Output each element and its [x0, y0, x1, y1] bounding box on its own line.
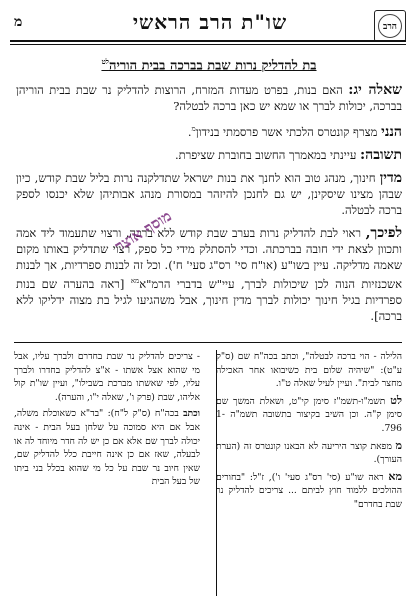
footnotes-right-column	[216, 350, 402, 515]
library-stamp: מוסף אוצר	[111, 206, 175, 256]
footnote-ref[interactable]: מ	[191, 125, 196, 134]
footnote-divider	[14, 342, 402, 343]
footnote-lead: וכתב	[183, 408, 200, 420]
footnote	[14, 407, 200, 489]
page-header	[14, 8, 406, 42]
paragraph-lead: הנני	[381, 124, 402, 141]
footnote-text: - צריכים להדליק נר שבת בחדרם ולברך עליו, אבל מי שהוא אצל אשתו - א"צ להדליק בחדרו ולברך עליו, לפי שאשתו מברכת בשבילו", ועיין שו"ת קול אליהו, שבת (פרק ו', שאלה י"ו, והערה).	[14, 351, 200, 403]
paragraph-text: ראוי לבת להדליק נרות בערב שבת קודש ללא ברכה, ורצוי שתעמוד ליד אמה ותכוון לצאת ידי חובה בברכתה. וכדי להסתלק מידי כל ספק, רצוי שתדליק באותו מקום שאמה מדליקה. עיין בשו"ע (או"ח סי' רס"ג סעי' ח'). וכל זה לבנות ספרדיות, אך לבנות אשכנזיות הנוה לכן שיכולות לברך, עיי"ש בדברי הרמ"א	[16, 226, 403, 291]
conclusion-paragraph	[16, 225, 402, 324]
question-paragraph	[16, 82, 402, 114]
logo-emblem: הרב	[378, 14, 402, 38]
paragraph-text: עיינתי במאמרך החשוב בחוברת שציפרת.	[174, 148, 360, 163]
page-number: מ	[14, 14, 23, 30]
footnote	[216, 394, 402, 436]
footnote	[216, 470, 402, 512]
paragraph-text: מצרף קונטרס הלכתי אשר פרסמתי בנידון	[195, 125, 382, 140]
paragraph-text: חינוך, מנהג טוב הוא לחנך את בנות ישראל שתדלקנה נרות בליל שבת קודש, כיון שבהן מצינו שיסקינן, יש גם לחנכן להיזהר במסורת מנהג אבותיהן שלא יכנסו לספק ברכה לבטלה.	[16, 171, 402, 218]
paragraph-tail: [ראה בהערה שם בנות ספרדיות בגיל חינוך יכולות לברך מדין חינוך, אבל משהגיעו לגיל בת מצוה ידליקו ללא ברכה].	[16, 276, 402, 323]
paragraph-text: האם בנות, בפרט מעדות המזרח, הרוצות להדליק נר שבת בבית הוריהן בברכה, יכולות לברך או שמא יש כאן ברכה לבטלה?	[16, 83, 402, 114]
column-separator	[216, 350, 217, 596]
footnote-mark: מ	[395, 438, 402, 452]
main-text	[16, 54, 402, 331]
footnote	[216, 350, 402, 391]
footnote	[216, 439, 402, 467]
running-title: שו"ת הרב הראשי	[132, 10, 288, 34]
footnote-mark: מא	[388, 469, 402, 483]
footnote-text: ראה שו"ע (סי' רס"ג סעי' ו'), ז"ל: "בחורים ההולכים ללמוד חוץ לביתם ... צריכים להדליק נר שבת בחדרם"	[216, 471, 402, 510]
footnote-text: הלילה - הוי ברכה לבטלה", וכתב בכה"ח שם (ס"ק ע"ט): "שיהיה שלום בית כשיבואו אחר האכילה מחצר לבית". ועיין לעיל שאלה ט"ו.	[216, 351, 402, 390]
paragraph-lead: לפיכך,	[365, 225, 402, 242]
section-title	[16, 54, 402, 74]
paragraph-lead: שאלה יג:	[348, 82, 403, 99]
header-rule-thin	[10, 44, 406, 45]
paragraph-lead: מדין	[379, 170, 402, 187]
footnotes	[14, 350, 402, 596]
footnote-text: מפאת קוצר היריעה לא הבאנו קונטרס זה (הערת העורך).	[216, 440, 402, 466]
education-paragraph	[16, 170, 402, 218]
footnote-text: תשמ"ו-תשמ"ז סימן קי"ט, ושאלת המשך שם סימן ק"ה. וכן השיב בקיצור בתשובה תשמ"ה 1-796.	[216, 395, 402, 434]
footnote-text: בכה"ח (ס"ק ל"ח): "בד"א כשאוכלת משלה, אבל אם היא סמוכה על שלחן בעל הבית - אינה יכולה לברך שם אלא אם כן יש לה חדר מיוחד לה או לבעלה, שאז אם כן אינה חייבת כלל להדליק שם, שאין חיוב נר שבת על כל מי שהוא בכלל בני ביתו של בעל הבית	[14, 408, 200, 488]
section-title-ref: לט	[101, 57, 109, 66]
footnote	[14, 350, 200, 404]
paragraph-lead: תשובה:	[360, 147, 402, 164]
footnote-ref[interactable]: מא	[130, 277, 140, 286]
attachment-paragraph: הנני מצרף קונטרס הלכתי אשר פרסמתי בנידון$^מ$.	[187, 124, 402, 141]
answer-paragraph	[16, 147, 402, 163]
footnote-mark: לט	[390, 393, 402, 407]
section-title-text: בת להדליק נרות שבת בברכה בבית הוריה	[108, 58, 317, 74]
header-rule	[10, 40, 406, 42]
footnotes-left-column	[14, 350, 200, 492]
